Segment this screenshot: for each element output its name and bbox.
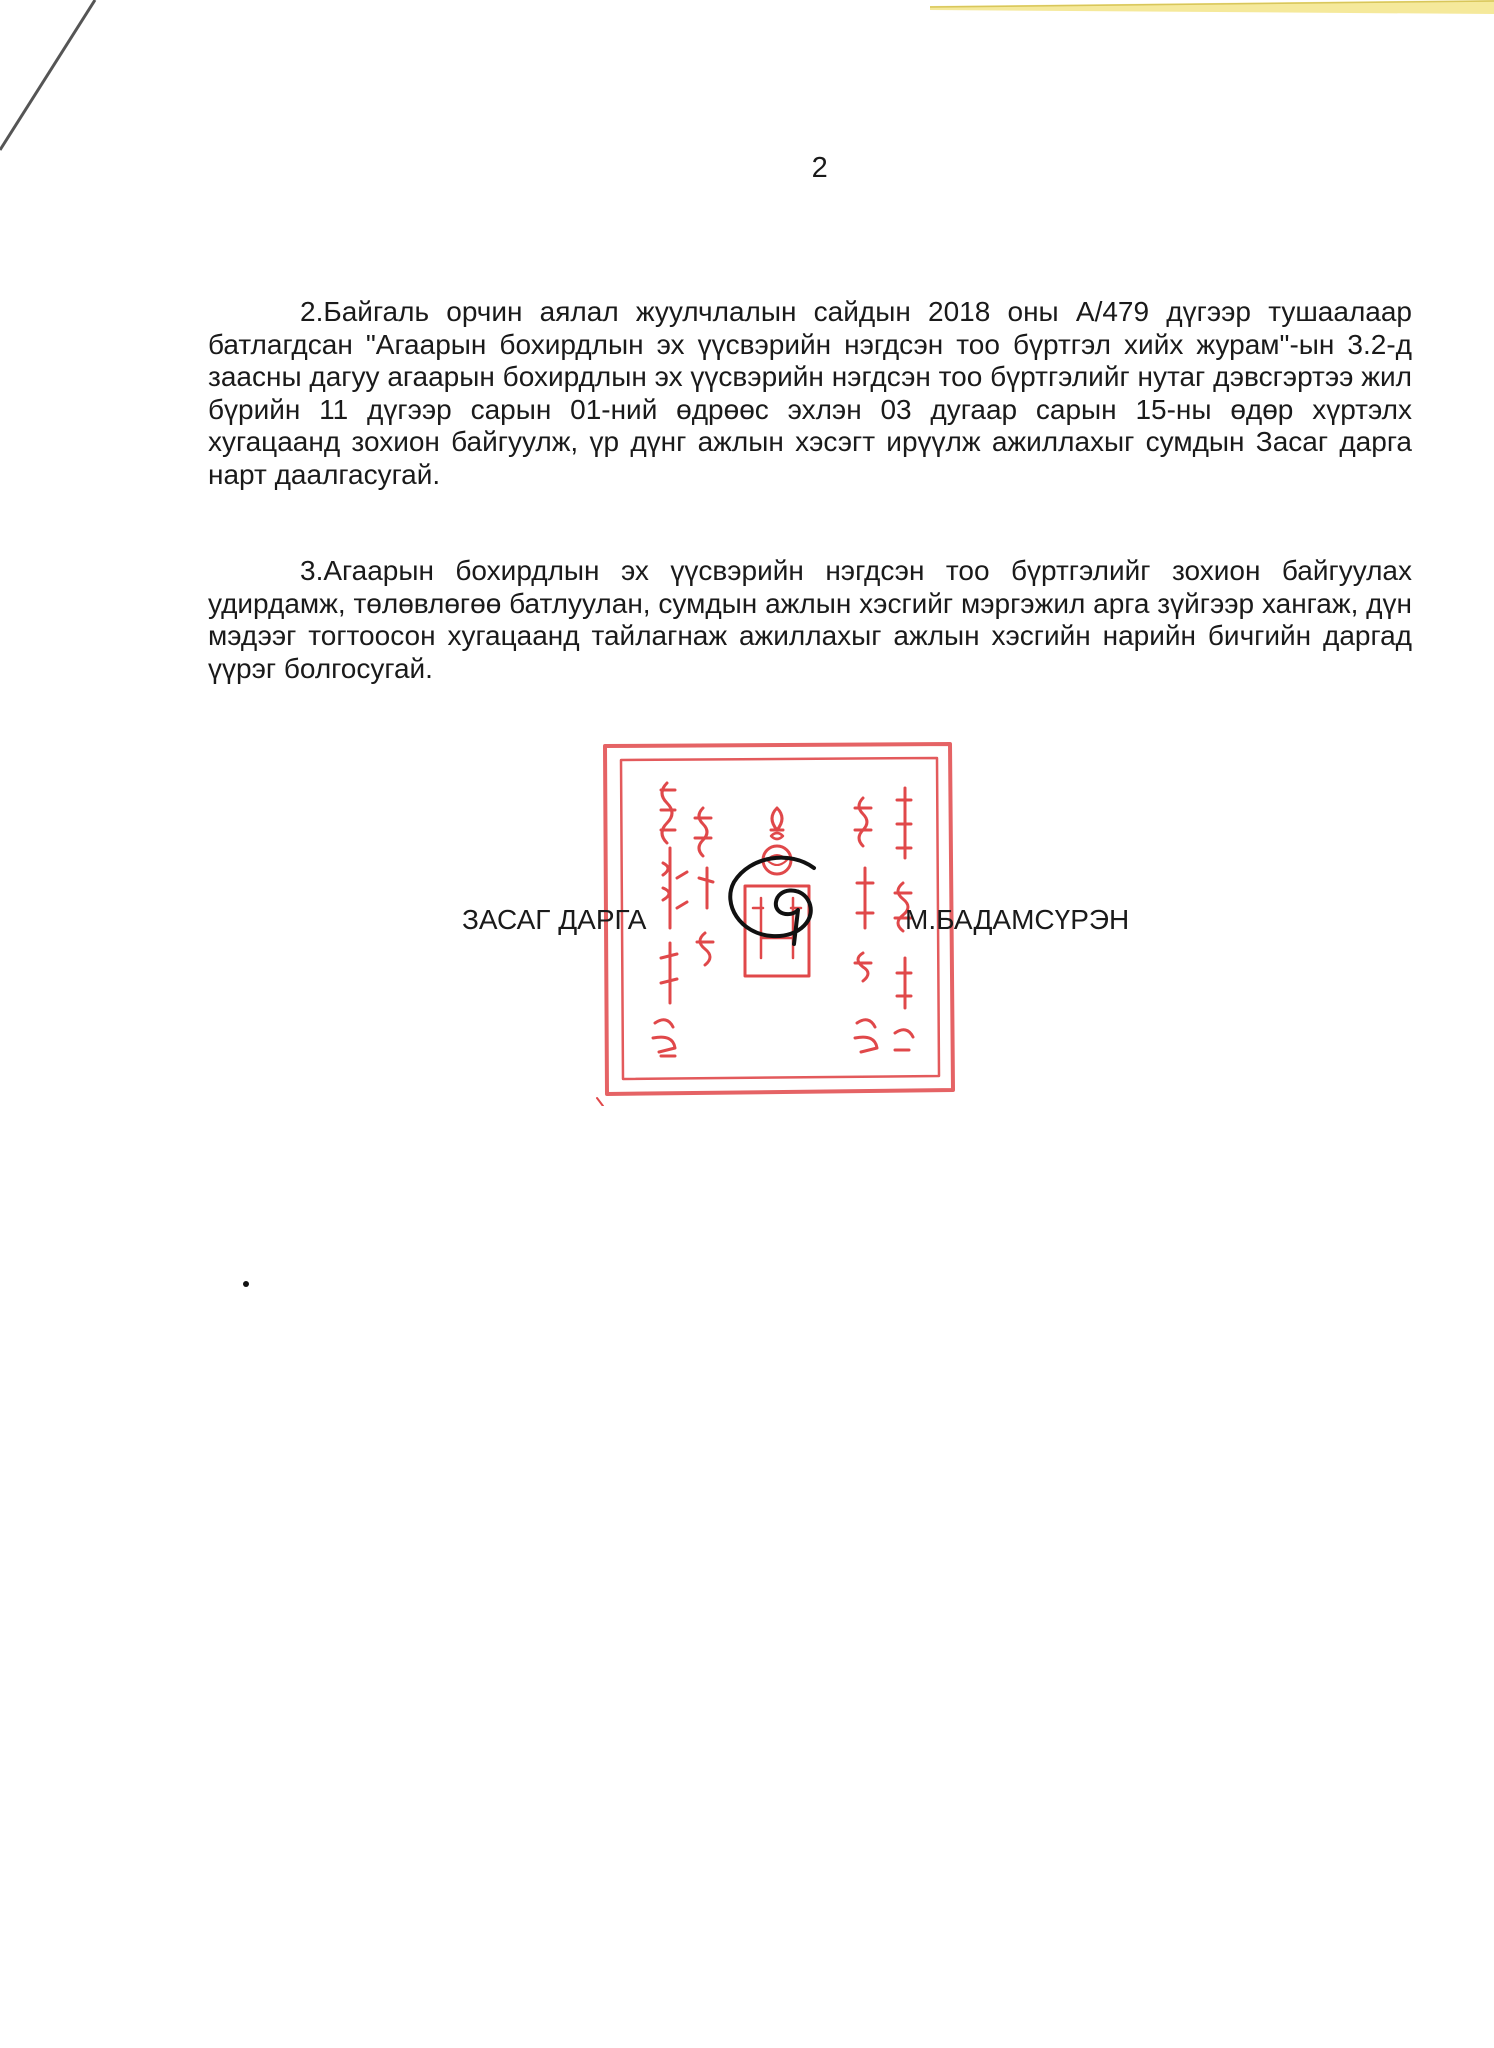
scan-top-edge-artifact-icon xyxy=(930,0,1494,14)
scan-edge-artifact-icon xyxy=(0,0,120,160)
stray-dot xyxy=(243,1281,249,1287)
page-number: 2 xyxy=(811,152,829,184)
paragraph-3: 3.Агаарын бохирдлын эх үүсвэрийн нэгдсэн тоо бүртгэлийг зохион байгуулах удирдамж, төлөвлөгөө батлуулан, сумдын ажлын хэсгийг мэргэжил арга зүйгээр хангаж, дүн мэдээг тогтоосон хугацаанд тайлагнаж ажиллахыг ажлын хэсгийн нарийн бичгийн даргад үүрэг болгосугай. xyxy=(208,555,1412,684)
paragraph-2: 2.Байгаль орчин аялал жуулчлалын сайдын 2018 оны А/479 дүгээр тушаалаар батлагдсан "Агаарын бохирдлын эх үүсвэрийн нэгдсэн тоо бүртгэл хийх журам"-ын 3.2-д заасны дагуу агаарын бохирдлын эх үүсвэрийн нэгдсэн тоо бүртгэлийг нутаг дэвсгэртээ жил бүрийн 11 дүгээр сарын 01-ний өдрөөс эхлэн 03 дугаар сарын 15-ны өдөр хүртэлх хугацаанд зохион байгуулж, үр дүнг ажлын хэсэгт ирүүлж ажиллахыг сумдын Засаг дарга нарт даалгасугай. xyxy=(208,296,1412,490)
signatory-title: ЗАСАГ ДАРГА xyxy=(462,904,647,935)
handwritten-signature-icon xyxy=(720,848,840,948)
signatory-name: М.БАДАМСҮРЭН xyxy=(905,904,1130,935)
